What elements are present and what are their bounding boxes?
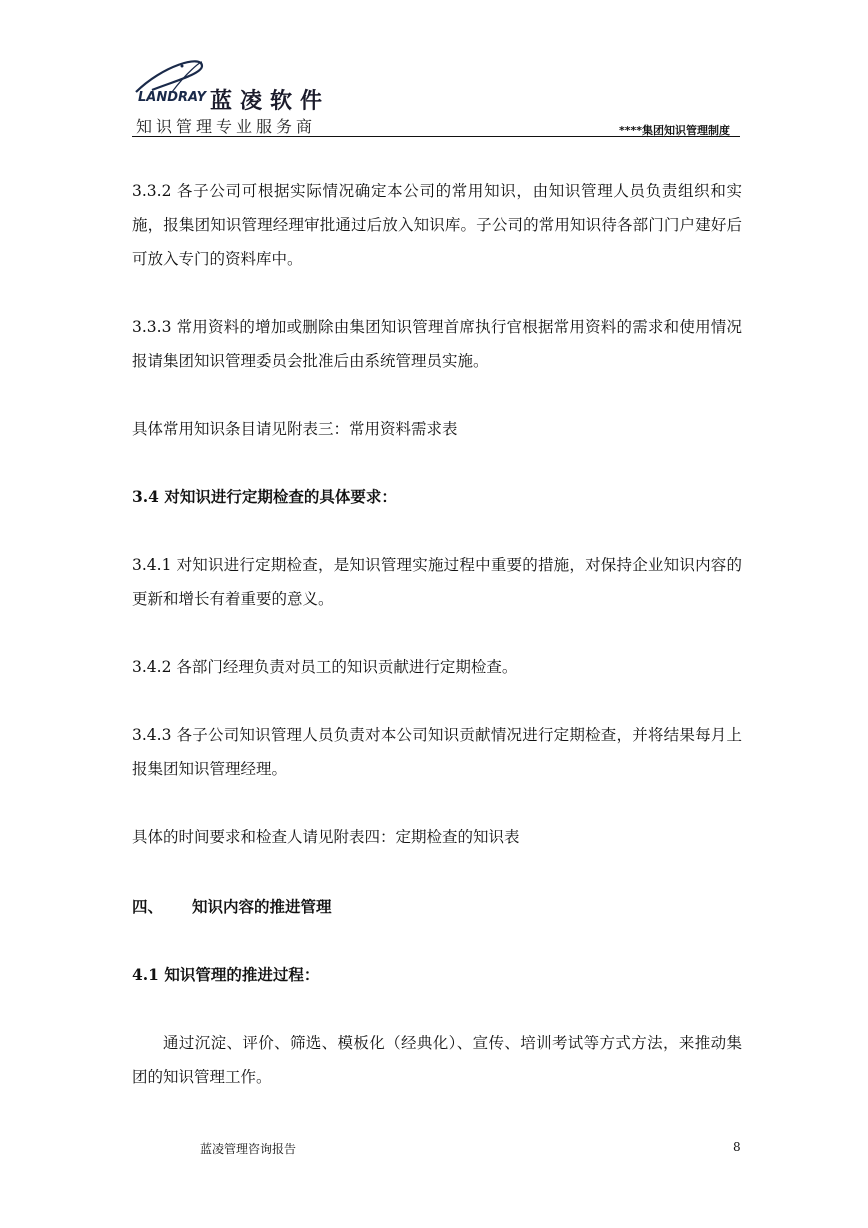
page-number: 8 (733, 1140, 741, 1154)
heading-section-4-number: 四、 (132, 897, 164, 916)
paragraph-appendix-4: 具体的时间要求和检查人请见附表四：定期检查的知识表 (132, 828, 520, 846)
logo-chinese-name: 蓝凌软件 (210, 89, 331, 114)
heading-section-4 (132, 890, 332, 924)
paragraph-3-3-3: 3.3.3 常用资料的增加或删除由集团知识管理首席执行官根据常用资料的需求和使用情况报请集团知识管理委员会批准后由系统管理员实施。 (132, 318, 742, 370)
page-header (132, 52, 740, 140)
document-title: ****集团知识管理制度 (618, 124, 730, 137)
paragraph-appendix-3: 具体常用知识条目请见附表三：常用资料需求表 (132, 420, 458, 438)
paragraph-3-4-3: 3.4.3 各子公司知识管理人员负责对本公司知识贡献情况进行定期检查，并将结果每月上报集团知识管理经理。 (132, 726, 742, 778)
logo-tagline: 知识管理专业服务商 (136, 117, 317, 136)
header-divider (132, 136, 740, 137)
heading-section-4-title: 知识内容的推进管理 (192, 897, 332, 916)
heading-3-4: 3.4 对知识进行定期检查的具体要求： (132, 487, 397, 506)
heading-4-1: 4.1 知识管理的推进过程： (132, 965, 320, 984)
footer-report-name: 蓝凌管理咨询报告 (200, 1142, 297, 1156)
paragraph-3-4-1: 3.4.1 对知识进行定期检查，是知识管理实施过程中重要的措施，对保持企业知识内容的更新和增长有着重要的意义。 (132, 556, 742, 608)
company-logo (132, 52, 342, 138)
paragraph-3-4-2: 3.4.2 各部门经理负责对员工的知识贡献进行定期检查。 (132, 658, 518, 676)
logo-brand-text: LANDRAY (138, 90, 207, 105)
paragraph-4-1: 通过沉淀、评价、筛选、模板化（经典化）、宣传、培训考试等方式方法，来推动集团的知识管理工作。 (132, 1034, 742, 1086)
paragraph-3-3-2: 3.3.2 各子公司可根据实际情况确定本公司的常用知识，由知识管理人员负责组织和实施，报集团知识管理经理审批通过后放入知识库。子公司的常用知识待各部门门户建好后可放入专门的资料库中。 (132, 182, 742, 268)
